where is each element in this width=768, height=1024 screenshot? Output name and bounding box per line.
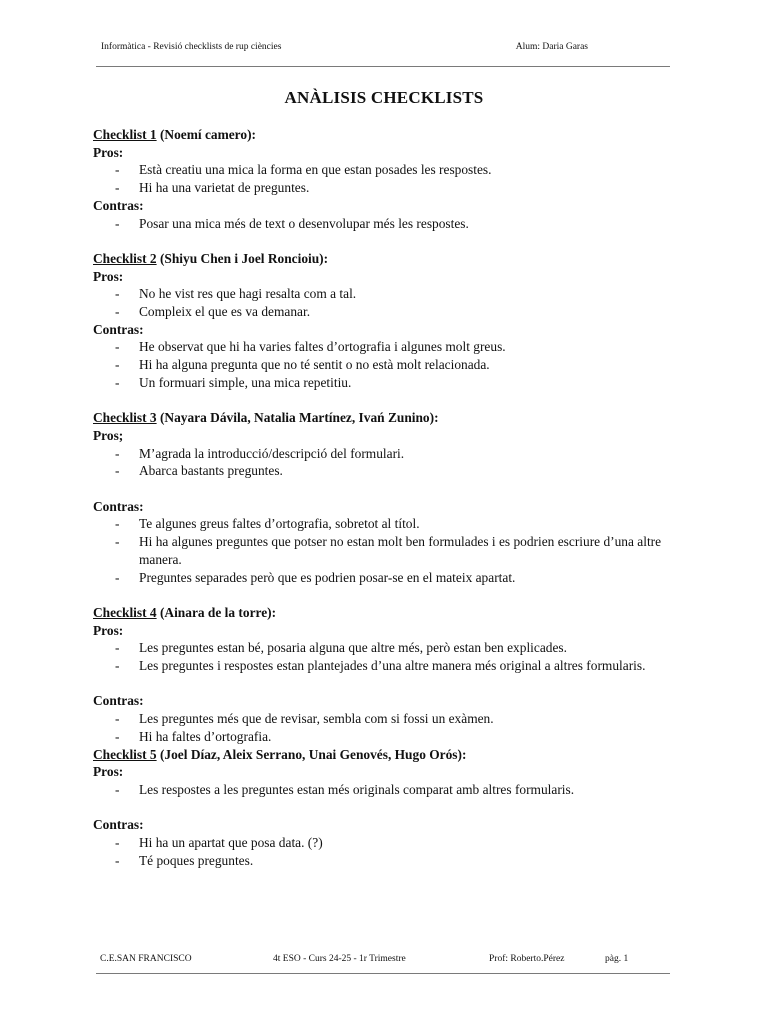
cons-item	[93, 356, 683, 374]
bullet-dash: -	[115, 640, 120, 656]
cons-item	[93, 710, 683, 728]
cons-item	[93, 728, 683, 746]
cons-label: Contras:	[93, 321, 144, 337]
cons-item	[93, 569, 683, 587]
pros-item-text: Les preguntes i respostes estan plantejades d’una altre manera més original a altres formularis.	[139, 658, 646, 674]
cons-item-text: Hi ha algunes preguntes que potser no estan molt ben formulades i es podrien escriure d’una altre manera.	[139, 534, 662, 567]
cons-item-text: Hi ha faltes d’ortografia.	[139, 728, 272, 744]
cons-item-text: Les preguntes més que de revisar, sembla com si fossi un exàmen.	[139, 711, 494, 727]
cons-item-text: Hi ha un apartat que posa data. (?)	[139, 835, 323, 851]
checklist-label: Checklist 2	[93, 250, 157, 266]
cons-label: Contras:	[93, 197, 144, 213]
cons-label: Contras:	[93, 693, 144, 709]
section-spacer	[93, 392, 683, 410]
bullet-dash: -	[115, 357, 120, 373]
pros-label: Pros:	[93, 622, 124, 638]
pros-label: Pros:	[93, 268, 124, 284]
checklist-section	[93, 746, 683, 870]
cons-item	[93, 338, 683, 356]
pros-label: Pros;	[93, 427, 124, 443]
bullet-dash: -	[115, 374, 120, 390]
header-student: Alum: Daria Garas	[515, 42, 588, 52]
cons-item	[93, 834, 683, 852]
bullet-dash: -	[115, 569, 120, 585]
checklist-authors: (Joel Díaz, Aleix Serrano, Unai Genovés, Hugo Orós):	[156, 746, 467, 762]
cons-item-text: Preguntes separades però que es podrien posar-se en el mateix apartat.	[139, 569, 516, 585]
bullet-dash: -	[115, 162, 120, 178]
checklist-heading	[93, 409, 683, 427]
cons-item	[93, 215, 683, 233]
cons-item-text: Un formuari simple, una mica repetitiu.	[139, 374, 352, 390]
cons-item	[93, 374, 683, 392]
checklist-authors: (Ainara de la torre):	[156, 604, 277, 620]
bullet-dash: -	[115, 463, 120, 479]
pros-item	[93, 657, 683, 675]
checklist-label: Checklist 1	[93, 127, 157, 142]
pros-item	[93, 781, 683, 799]
checklist-section	[93, 250, 683, 392]
cons-item	[93, 852, 683, 870]
pros-item-text: No he vist res que hagi resalta com a tal.	[139, 286, 357, 302]
footer-page-number: pàg. 1	[605, 954, 629, 964]
pros-item-text: Compleix el que es va demanar.	[139, 304, 311, 320]
pros-item	[93, 161, 683, 179]
cons-item	[93, 515, 683, 533]
cons-item	[93, 533, 683, 568]
checklist-label: Checklist 5	[93, 746, 157, 762]
bullet-dash: -	[115, 534, 120, 550]
pros-item	[93, 303, 683, 321]
pros-item	[93, 285, 683, 303]
bullet-dash: -	[115, 286, 120, 302]
footer-school: C.E.SAN FRANCISCO	[100, 954, 192, 964]
footer-course: 4t ESO - Curs 24-25 - 1r Trimestre	[273, 954, 406, 964]
pros-item-text: Les respostes a les preguntes estan més originals comparat amb altres formularis.	[139, 781, 575, 797]
checklist-section	[93, 604, 683, 746]
section-spacer	[93, 232, 683, 250]
page-title: ANÀLISIS CHECKLISTS	[284, 88, 484, 107]
checklist-section	[93, 409, 683, 586]
checklist-label: Checklist 3	[93, 410, 157, 426]
checklist-heading	[93, 126, 683, 144]
blank-line	[93, 799, 683, 817]
cons-label: Contras:	[93, 817, 144, 833]
bullet-dash: -	[115, 781, 120, 797]
header-rule	[96, 66, 670, 67]
section-spacer	[93, 586, 683, 604]
pros-item	[93, 462, 683, 480]
page-header	[101, 42, 671, 52]
pros-label: Pros:	[93, 764, 124, 780]
bullet-dash: -	[115, 180, 120, 196]
header-subject: Informàtica - Revisió checklists de rup ciències	[101, 42, 282, 52]
pros-label: Pros:	[93, 144, 124, 160]
pros-item	[93, 179, 683, 197]
checklist-authors: (Noemí camero):	[156, 127, 256, 142]
checklist-heading	[93, 604, 683, 622]
document-body	[93, 126, 683, 869]
checklist-heading	[93, 746, 683, 764]
bullet-dash: -	[115, 711, 120, 727]
pros-item-text: Està creatiu una mica la forma en que estan posades les respostes.	[139, 162, 492, 178]
checklist-section	[93, 126, 683, 232]
bullet-dash: -	[115, 516, 120, 532]
blank-line	[93, 675, 683, 693]
bullet-dash: -	[115, 658, 120, 674]
cons-item-text: Te algunes greus faltes d’ortografia, sobretot al títol.	[139, 516, 420, 532]
checklist-authors: (Shiyu Chen i Joel Roncioiu):	[156, 250, 329, 266]
cons-item-text: Hi ha alguna pregunta que no té sentit o no està molt relacionada.	[139, 357, 490, 373]
cons-label: Contras:	[93, 498, 144, 514]
bullet-dash: -	[115, 339, 120, 355]
cons-item-text: He observat que hi ha varies faltes d’ortografia i algunes molt greus.	[139, 339, 506, 355]
cons-item-text: Té poques preguntes.	[139, 852, 254, 868]
bullet-dash: -	[115, 215, 120, 231]
bullet-dash: -	[115, 835, 120, 851]
bullet-dash: -	[115, 445, 120, 461]
bullet-dash: -	[115, 304, 120, 320]
pros-item-text: Les preguntes estan bé, posaria alguna que altre més, però estan ben explicades.	[139, 640, 567, 656]
blank-line	[93, 480, 683, 498]
pros-item-text: Hi ha una varietat de preguntes.	[139, 180, 310, 196]
cons-item-text: Posar una mica més de text o desenvolupar més les respostes.	[139, 215, 469, 231]
pros-item-text: Abarca bastants preguntes.	[139, 463, 283, 479]
checklist-authors: (Nayara Dávila, Natalia Martínez, Ivań Zunino):	[156, 410, 439, 426]
bullet-dash: -	[115, 728, 120, 744]
footer-teacher: Prof: Roberto.Pérez	[489, 954, 565, 964]
checklist-heading	[93, 250, 683, 268]
checklist-label: Checklist 4	[93, 604, 157, 620]
pros-item	[93, 639, 683, 657]
footer-rule	[96, 973, 670, 974]
bullet-dash: -	[115, 852, 120, 868]
pros-item-text: M’agrada la introducció/descripció del formulari.	[139, 445, 405, 461]
pros-item	[93, 445, 683, 463]
